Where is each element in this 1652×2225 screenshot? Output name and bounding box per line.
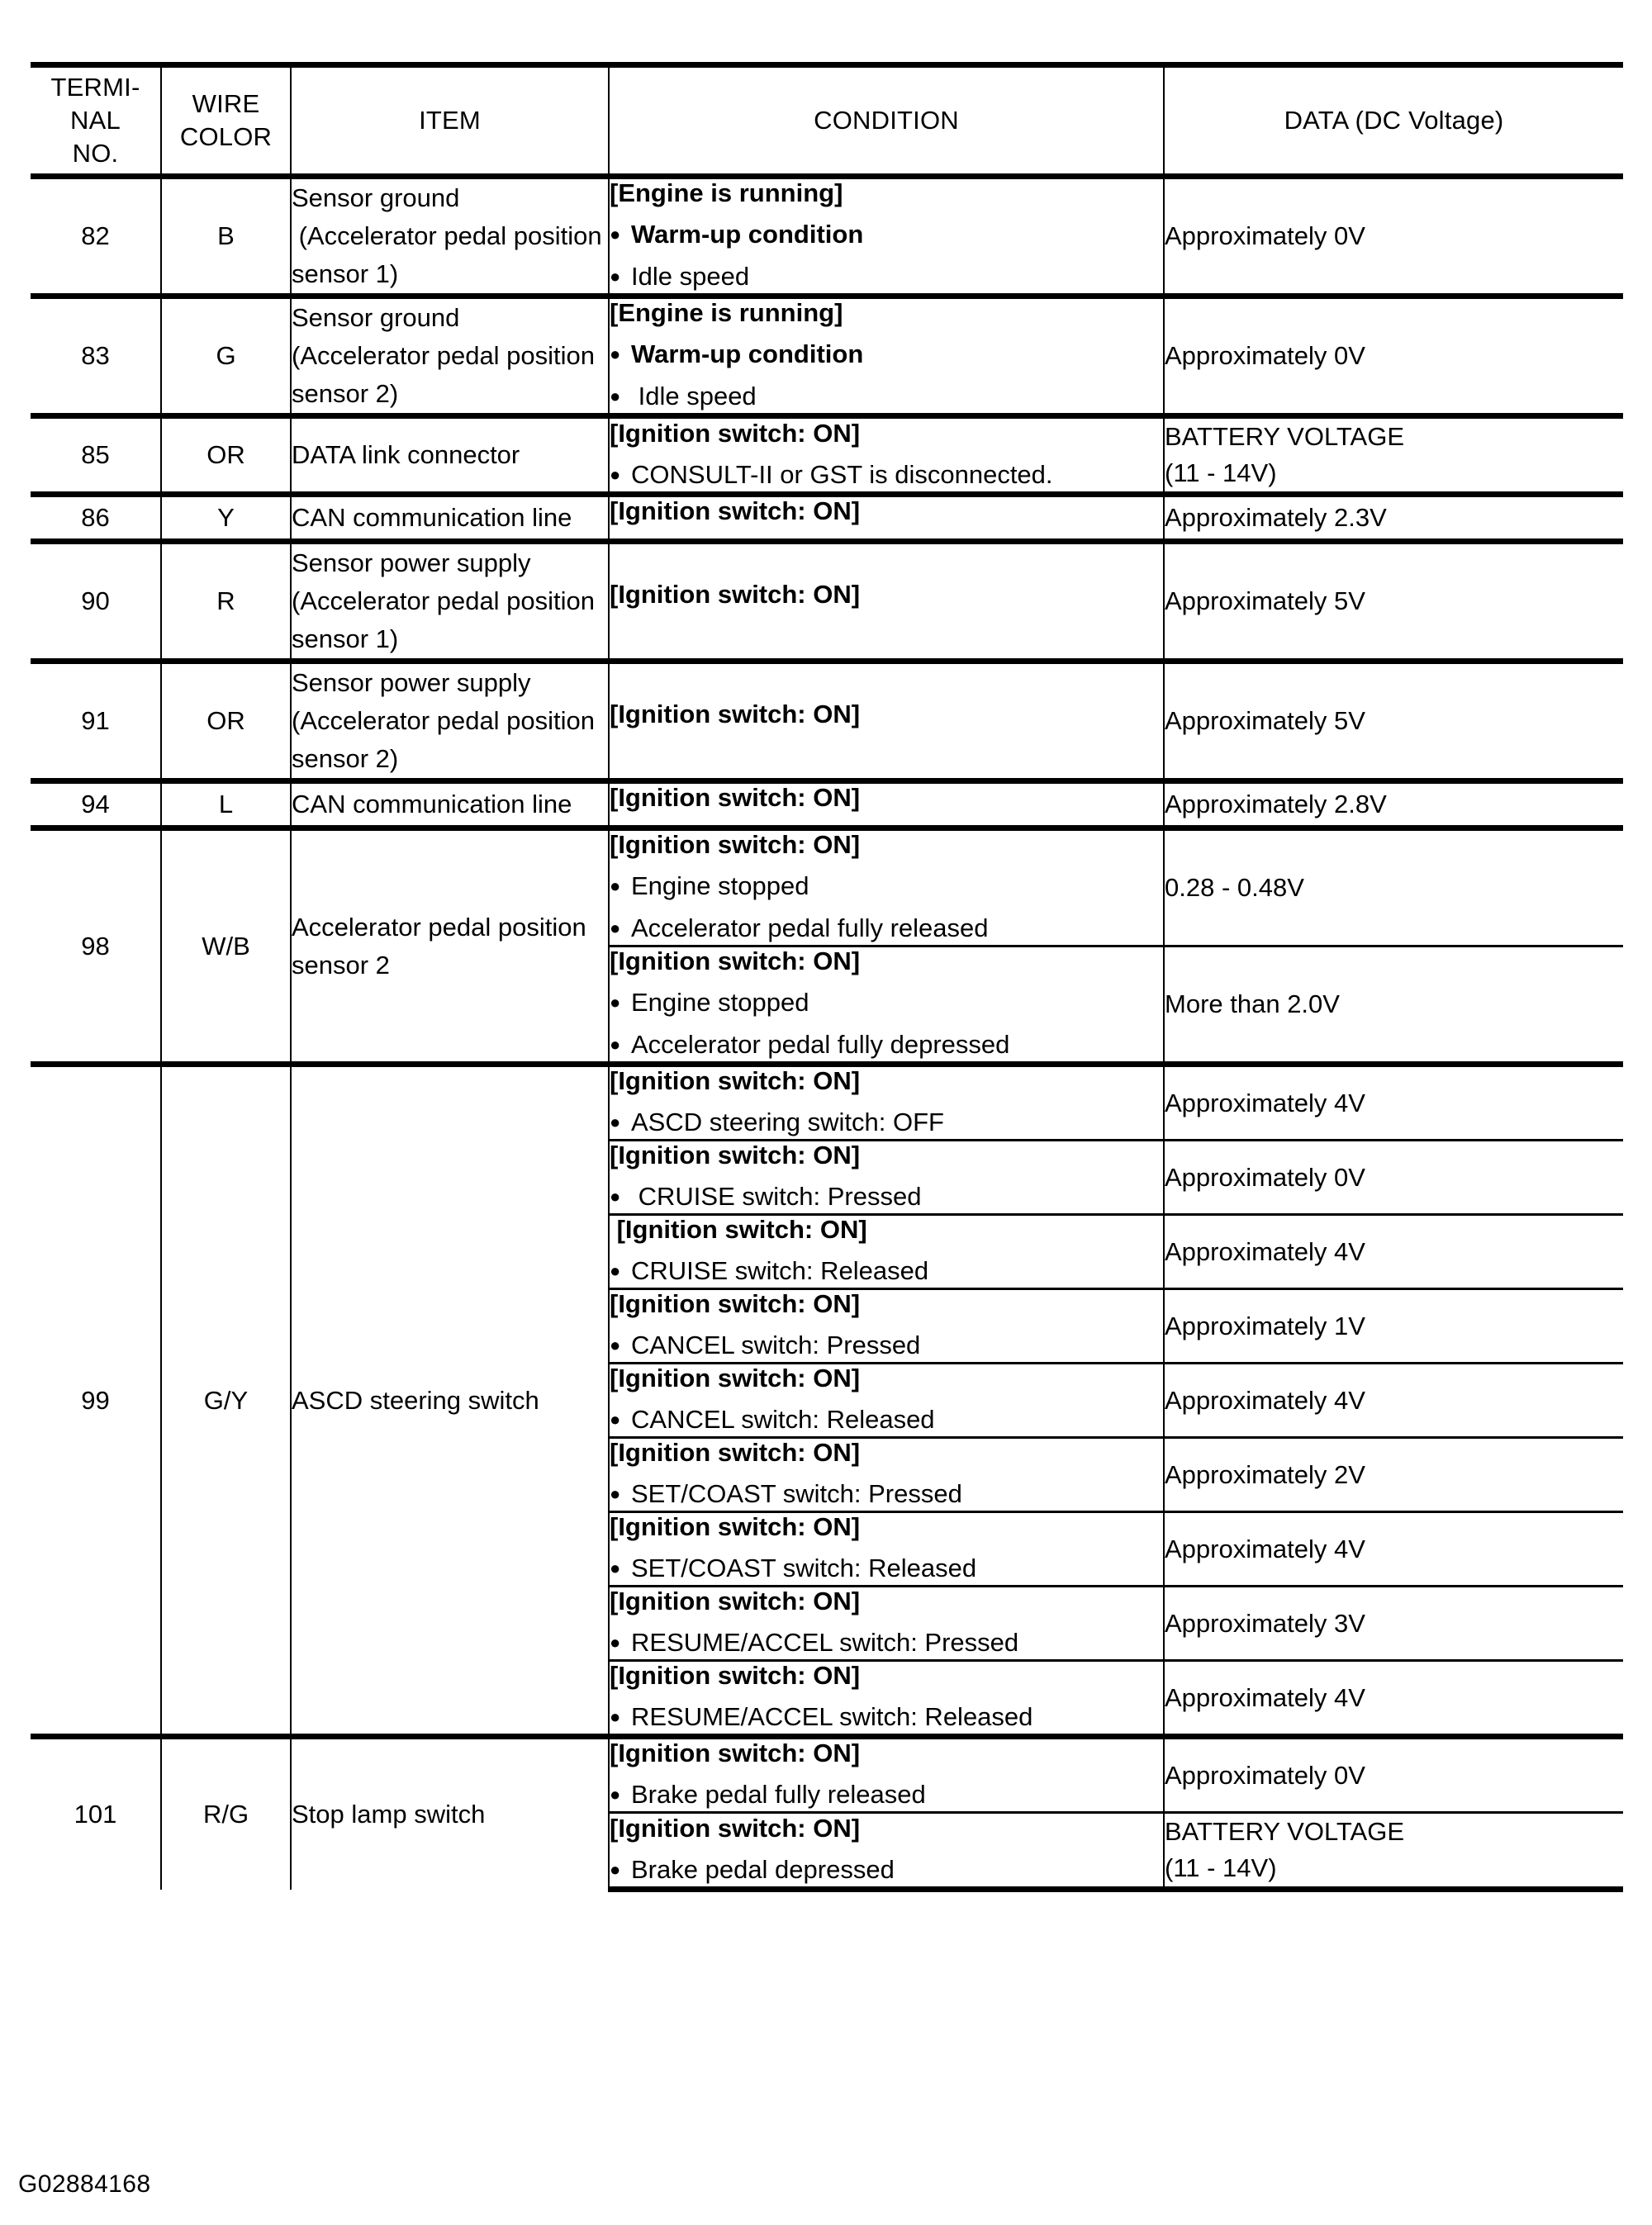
condition-bullet-text: Accelerator pedal fully depressed (631, 1030, 1010, 1059)
cell-terminal-no: 98 (31, 828, 161, 1065)
bullet-icon (610, 872, 631, 903)
condition-heading: [Ignition switch: ON] (610, 1141, 861, 1169)
condition-bullet-line (610, 1108, 1163, 1139)
bullet-icon (610, 1781, 631, 1811)
condition-bullet-line (610, 1856, 1163, 1886)
condition-bullet-line (610, 1781, 1163, 1811)
cell-terminal-no: 90 (31, 542, 161, 662)
table-row (31, 828, 1623, 946)
bullet-icon (610, 340, 631, 371)
bullet-icon (610, 1108, 631, 1139)
terminal-no-header-line-1: TERMI- (50, 73, 140, 102)
cell-item (291, 495, 609, 542)
cell-data-voltage (1164, 781, 1623, 828)
cell-wire-color: OR (161, 662, 291, 781)
item-text-line: DATA link connector (292, 440, 520, 469)
bullet-icon (610, 989, 631, 1019)
cell-item (291, 297, 609, 416)
condition-heading: [Engine is running] (610, 178, 843, 207)
cell-wire-color: R (161, 542, 291, 662)
bullet-icon (610, 1406, 631, 1436)
item-text-line: sensor 1) (292, 624, 399, 653)
bullet-icon (610, 1554, 631, 1585)
condition-bullet-line (610, 872, 1163, 903)
item-text-line: sensor 2 (292, 950, 390, 980)
cell-wire-color: R/G (161, 1737, 291, 1890)
condition-bullet-text: Warm-up condition (631, 220, 864, 249)
table-body (31, 177, 1623, 1890)
data-value-line: Approximately 2.8V (1165, 790, 1387, 818)
data-value-line: Approximately 4V (1165, 1385, 1365, 1415)
cell-condition (609, 1141, 1164, 1215)
cell-condition (609, 416, 1164, 495)
data-value-line: Approximately 4V (1165, 1088, 1365, 1117)
condition-bullet-line (610, 914, 1163, 945)
item-text-line: CAN communication line (292, 503, 572, 532)
item-text-line: Stop lamp switch (292, 1799, 486, 1829)
condition-bullet-line (610, 1031, 1163, 1061)
cell-condition (609, 828, 1164, 946)
data-value-line: Approximately 4V (1165, 1682, 1365, 1712)
condition-heading: [Ignition switch: ON] (610, 1289, 861, 1318)
cell-data-voltage (1164, 1289, 1623, 1364)
condition-bullet-text: Idle speed (631, 262, 750, 291)
condition-bullet-text: RESUME/ACCEL switch: Released (631, 1702, 1033, 1731)
cell-wire-color: Y (161, 495, 291, 542)
condition-heading: [Ignition switch: ON] (610, 1215, 867, 1244)
cell-item (291, 1737, 609, 1890)
wire-color-header-line-1: WIRE (192, 89, 260, 118)
table-header-row (31, 65, 1623, 177)
table-row (31, 1737, 1623, 1813)
condition-heading: [Ignition switch: ON] (610, 1512, 861, 1541)
data-value-line: BATTERY VOLTAGE (1165, 422, 1404, 451)
cell-data-voltage (1164, 1215, 1623, 1289)
cell-data-voltage (1164, 1737, 1623, 1813)
data-value-line: (11 - 14V) (1165, 458, 1277, 487)
table-row (31, 297, 1623, 416)
condition-heading: [Ignition switch: ON] (610, 700, 861, 728)
condition-heading: [Ignition switch: ON] (610, 496, 861, 525)
condition-heading: [Engine is running] (610, 298, 843, 327)
condition-heading: [Ignition switch: ON] (610, 1438, 861, 1467)
data-value-line: Approximately 2.3V (1165, 503, 1387, 532)
bullet-icon (610, 1629, 631, 1659)
data-value-line: Approximately 0V (1165, 1162, 1365, 1192)
cell-data-voltage (1164, 1512, 1623, 1587)
condition-bullet-text: CANCEL switch: Pressed (631, 1331, 921, 1359)
cell-condition (609, 1065, 1164, 1141)
item-text-line: (Accelerator pedal position (292, 706, 596, 735)
cell-condition (609, 662, 1164, 781)
condition-bullet-text: Idle speed (631, 382, 757, 410)
cell-condition (609, 1813, 1164, 1890)
cell-item (291, 1065, 609, 1737)
data-value-line: Approximately 3V (1165, 1608, 1365, 1638)
cell-wire-color: OR (161, 416, 291, 495)
item-text-line: (Accelerator pedal position (292, 341, 596, 370)
item-text-line: ASCD steering switch (292, 1385, 539, 1415)
cell-data-voltage (1164, 946, 1623, 1065)
cell-condition (609, 1438, 1164, 1512)
cell-item (291, 177, 609, 297)
condition-bullet-line (610, 461, 1163, 491)
condition-bullet-line (610, 382, 1163, 413)
data-value-line: More than 2.0V (1165, 989, 1340, 1018)
table-row (31, 416, 1623, 495)
cell-condition (609, 1661, 1164, 1737)
figure-reference-code: G02884168 (18, 2170, 151, 2198)
cell-item (291, 828, 609, 1065)
condition-bullet-text: CANCEL switch: Released (631, 1405, 935, 1434)
cell-terminal-no: 94 (31, 781, 161, 828)
cell-item (291, 662, 609, 781)
data-value-line: (11 - 14V) (1165, 1853, 1277, 1882)
condition-heading: [Ignition switch: ON] (610, 1739, 861, 1767)
cell-data-voltage (1164, 1141, 1623, 1215)
item-text-line: sensor 2) (292, 744, 399, 773)
condition-heading: [Ignition switch: ON] (610, 1587, 861, 1615)
cell-condition (609, 495, 1164, 542)
cell-data-voltage (1164, 1364, 1623, 1438)
cell-terminal-no: 91 (31, 662, 161, 781)
cell-terminal-no: 99 (31, 1065, 161, 1737)
terminal-spec-table (31, 62, 1623, 1892)
cell-condition (609, 1215, 1164, 1289)
condition-bullet-text: Engine stopped (631, 871, 809, 900)
condition-bullet-line (610, 1554, 1163, 1585)
cell-data-voltage (1164, 828, 1623, 946)
data-value-line: Approximately 0V (1165, 1760, 1365, 1790)
cell-data-voltage (1164, 297, 1623, 416)
terminal-spec-table-container (31, 62, 1623, 1892)
data-value-line: Approximately 1V (1165, 1311, 1365, 1340)
cell-condition (609, 781, 1164, 828)
item-text-line: Sensor power supply (292, 668, 531, 697)
cell-data-voltage (1164, 177, 1623, 297)
cell-condition (609, 1289, 1164, 1364)
cell-terminal-no: 86 (31, 495, 161, 542)
cell-wire-color: B (161, 177, 291, 297)
cell-data-voltage (1164, 662, 1623, 781)
item-text-line: (Accelerator pedal position (292, 586, 596, 615)
cell-condition (609, 177, 1164, 297)
condition-bullet-line (610, 1703, 1163, 1734)
bullet-icon (610, 221, 631, 251)
cell-item (291, 781, 609, 828)
cell-condition (609, 1364, 1164, 1438)
condition-heading: [Ignition switch: ON] (610, 830, 861, 859)
item-text-line: Sensor power supply (292, 548, 531, 577)
condition-bullet-text: ASCD steering switch: OFF (631, 1108, 944, 1136)
condition-bullet-text: SET/COAST switch: Pressed (631, 1479, 962, 1508)
item-text-line: sensor 1) (292, 259, 399, 288)
terminal-no-header-line-2: NAL (70, 106, 121, 135)
bullet-icon (610, 1856, 631, 1886)
table-row (31, 495, 1623, 542)
cell-data-voltage (1164, 1813, 1623, 1890)
item-text-line: Sensor ground (292, 303, 460, 332)
cell-terminal-no: 85 (31, 416, 161, 495)
item-text-line: Sensor ground (292, 183, 460, 212)
item-text-line: Accelerator pedal position (292, 912, 586, 942)
condition-bullet-text: SET/COAST switch: Released (631, 1554, 977, 1582)
terminal-no-header-line-3: NO. (72, 139, 119, 168)
column-header-data: DATA (DC Voltage) (1164, 65, 1623, 177)
condition-bullet-line (610, 340, 1163, 371)
cell-data-voltage (1164, 1065, 1623, 1141)
item-text-line: (Accelerator pedal position (292, 221, 602, 250)
bullet-icon (610, 461, 631, 491)
cell-condition (609, 1737, 1164, 1813)
condition-bullet-text: Brake pedal fully released (631, 1780, 926, 1809)
condition-bullet-line (610, 1183, 1163, 1213)
condition-bullet-line (610, 263, 1163, 293)
cell-condition (609, 297, 1164, 416)
bullet-icon (610, 382, 631, 413)
condition-heading: [Ignition switch: ON] (610, 1661, 861, 1690)
cell-item (291, 542, 609, 662)
column-header-item: ITEM (291, 65, 609, 177)
condition-heading: [Ignition switch: ON] (610, 1813, 861, 1843)
column-header-terminal-no (31, 65, 161, 177)
condition-bullet-line (610, 221, 1163, 251)
condition-bullet-line (610, 989, 1163, 1019)
bullet-icon (610, 914, 631, 945)
table-row (31, 177, 1623, 297)
condition-bullet-text: CONSULT-II or GST is disconnected. (631, 459, 1053, 489)
table-row (31, 662, 1623, 781)
bullet-icon (610, 1031, 631, 1061)
condition-bullet-text: Brake pedal depressed (631, 1854, 895, 1884)
condition-bullet-text: Accelerator pedal fully released (631, 913, 989, 942)
cell-data-voltage (1164, 495, 1623, 542)
table-row (31, 1065, 1623, 1141)
condition-heading: [Ignition switch: ON] (610, 418, 861, 448)
condition-bullet-text: CRUISE switch: Pressed (631, 1182, 922, 1211)
condition-heading: [Ignition switch: ON] (610, 1364, 861, 1392)
cell-data-voltage (1164, 1661, 1623, 1737)
data-value-line: Approximately 0V (1165, 221, 1365, 250)
condition-bullet-text: Warm-up condition (631, 339, 864, 368)
cell-condition (609, 946, 1164, 1065)
cell-item (291, 416, 609, 495)
condition-bullet-text: CRUISE switch: Released (631, 1256, 929, 1285)
table-header (31, 65, 1623, 177)
bullet-icon (610, 1183, 631, 1213)
bullet-icon (610, 1257, 631, 1288)
bullet-icon (610, 1703, 631, 1734)
data-value-line: Approximately 4V (1165, 1534, 1365, 1563)
item-text-line: CAN communication line (292, 790, 572, 818)
cell-wire-color: G/Y (161, 1065, 291, 1737)
condition-heading: [Ignition switch: ON] (610, 783, 861, 812)
cell-terminal-no: 83 (31, 297, 161, 416)
cell-data-voltage (1164, 1438, 1623, 1512)
cell-wire-color: G (161, 297, 291, 416)
cell-condition (609, 1512, 1164, 1587)
condition-bullet-line (610, 1257, 1163, 1288)
cell-condition (609, 542, 1164, 662)
cell-terminal-no: 101 (31, 1737, 161, 1890)
condition-bullet-line (610, 1406, 1163, 1436)
cell-data-voltage (1164, 416, 1623, 495)
condition-heading: [Ignition switch: ON] (610, 580, 861, 609)
wire-color-header-line-2: COLOR (179, 122, 273, 151)
condition-heading: [Ignition switch: ON] (610, 1066, 861, 1095)
column-header-condition: CONDITION (609, 65, 1164, 177)
bullet-icon (610, 263, 631, 293)
data-value-line: BATTERY VOLTAGE (1165, 1817, 1404, 1846)
data-value-line: Approximately 2V (1165, 1459, 1365, 1489)
bullet-icon (610, 1480, 631, 1511)
condition-heading: [Ignition switch: ON] (610, 946, 861, 975)
table-row (31, 781, 1623, 828)
condition-bullet-line (610, 1629, 1163, 1659)
condition-bullet-text: Engine stopped (631, 988, 809, 1017)
item-text-line: sensor 2) (292, 379, 399, 408)
cell-condition (609, 1587, 1164, 1661)
data-value-line: Approximately 0V (1165, 341, 1365, 370)
cell-wire-color: W/B (161, 828, 291, 1065)
bullet-icon (610, 1331, 631, 1362)
data-value-line: Approximately 4V (1165, 1236, 1365, 1266)
data-value-line: Approximately 5V (1165, 586, 1365, 615)
condition-bullet-line (610, 1331, 1163, 1362)
cell-wire-color: L (161, 781, 291, 828)
data-value-line: 0.28 - 0.48V (1165, 873, 1304, 902)
data-value-line: Approximately 5V (1165, 706, 1365, 735)
cell-data-voltage (1164, 542, 1623, 662)
condition-bullet-text: RESUME/ACCEL switch: Pressed (631, 1628, 1019, 1657)
condition-bullet-line (610, 1480, 1163, 1511)
cell-data-voltage (1164, 1587, 1623, 1661)
cell-terminal-no: 82 (31, 177, 161, 297)
table-row (31, 542, 1623, 662)
column-header-wire-color (161, 65, 291, 177)
